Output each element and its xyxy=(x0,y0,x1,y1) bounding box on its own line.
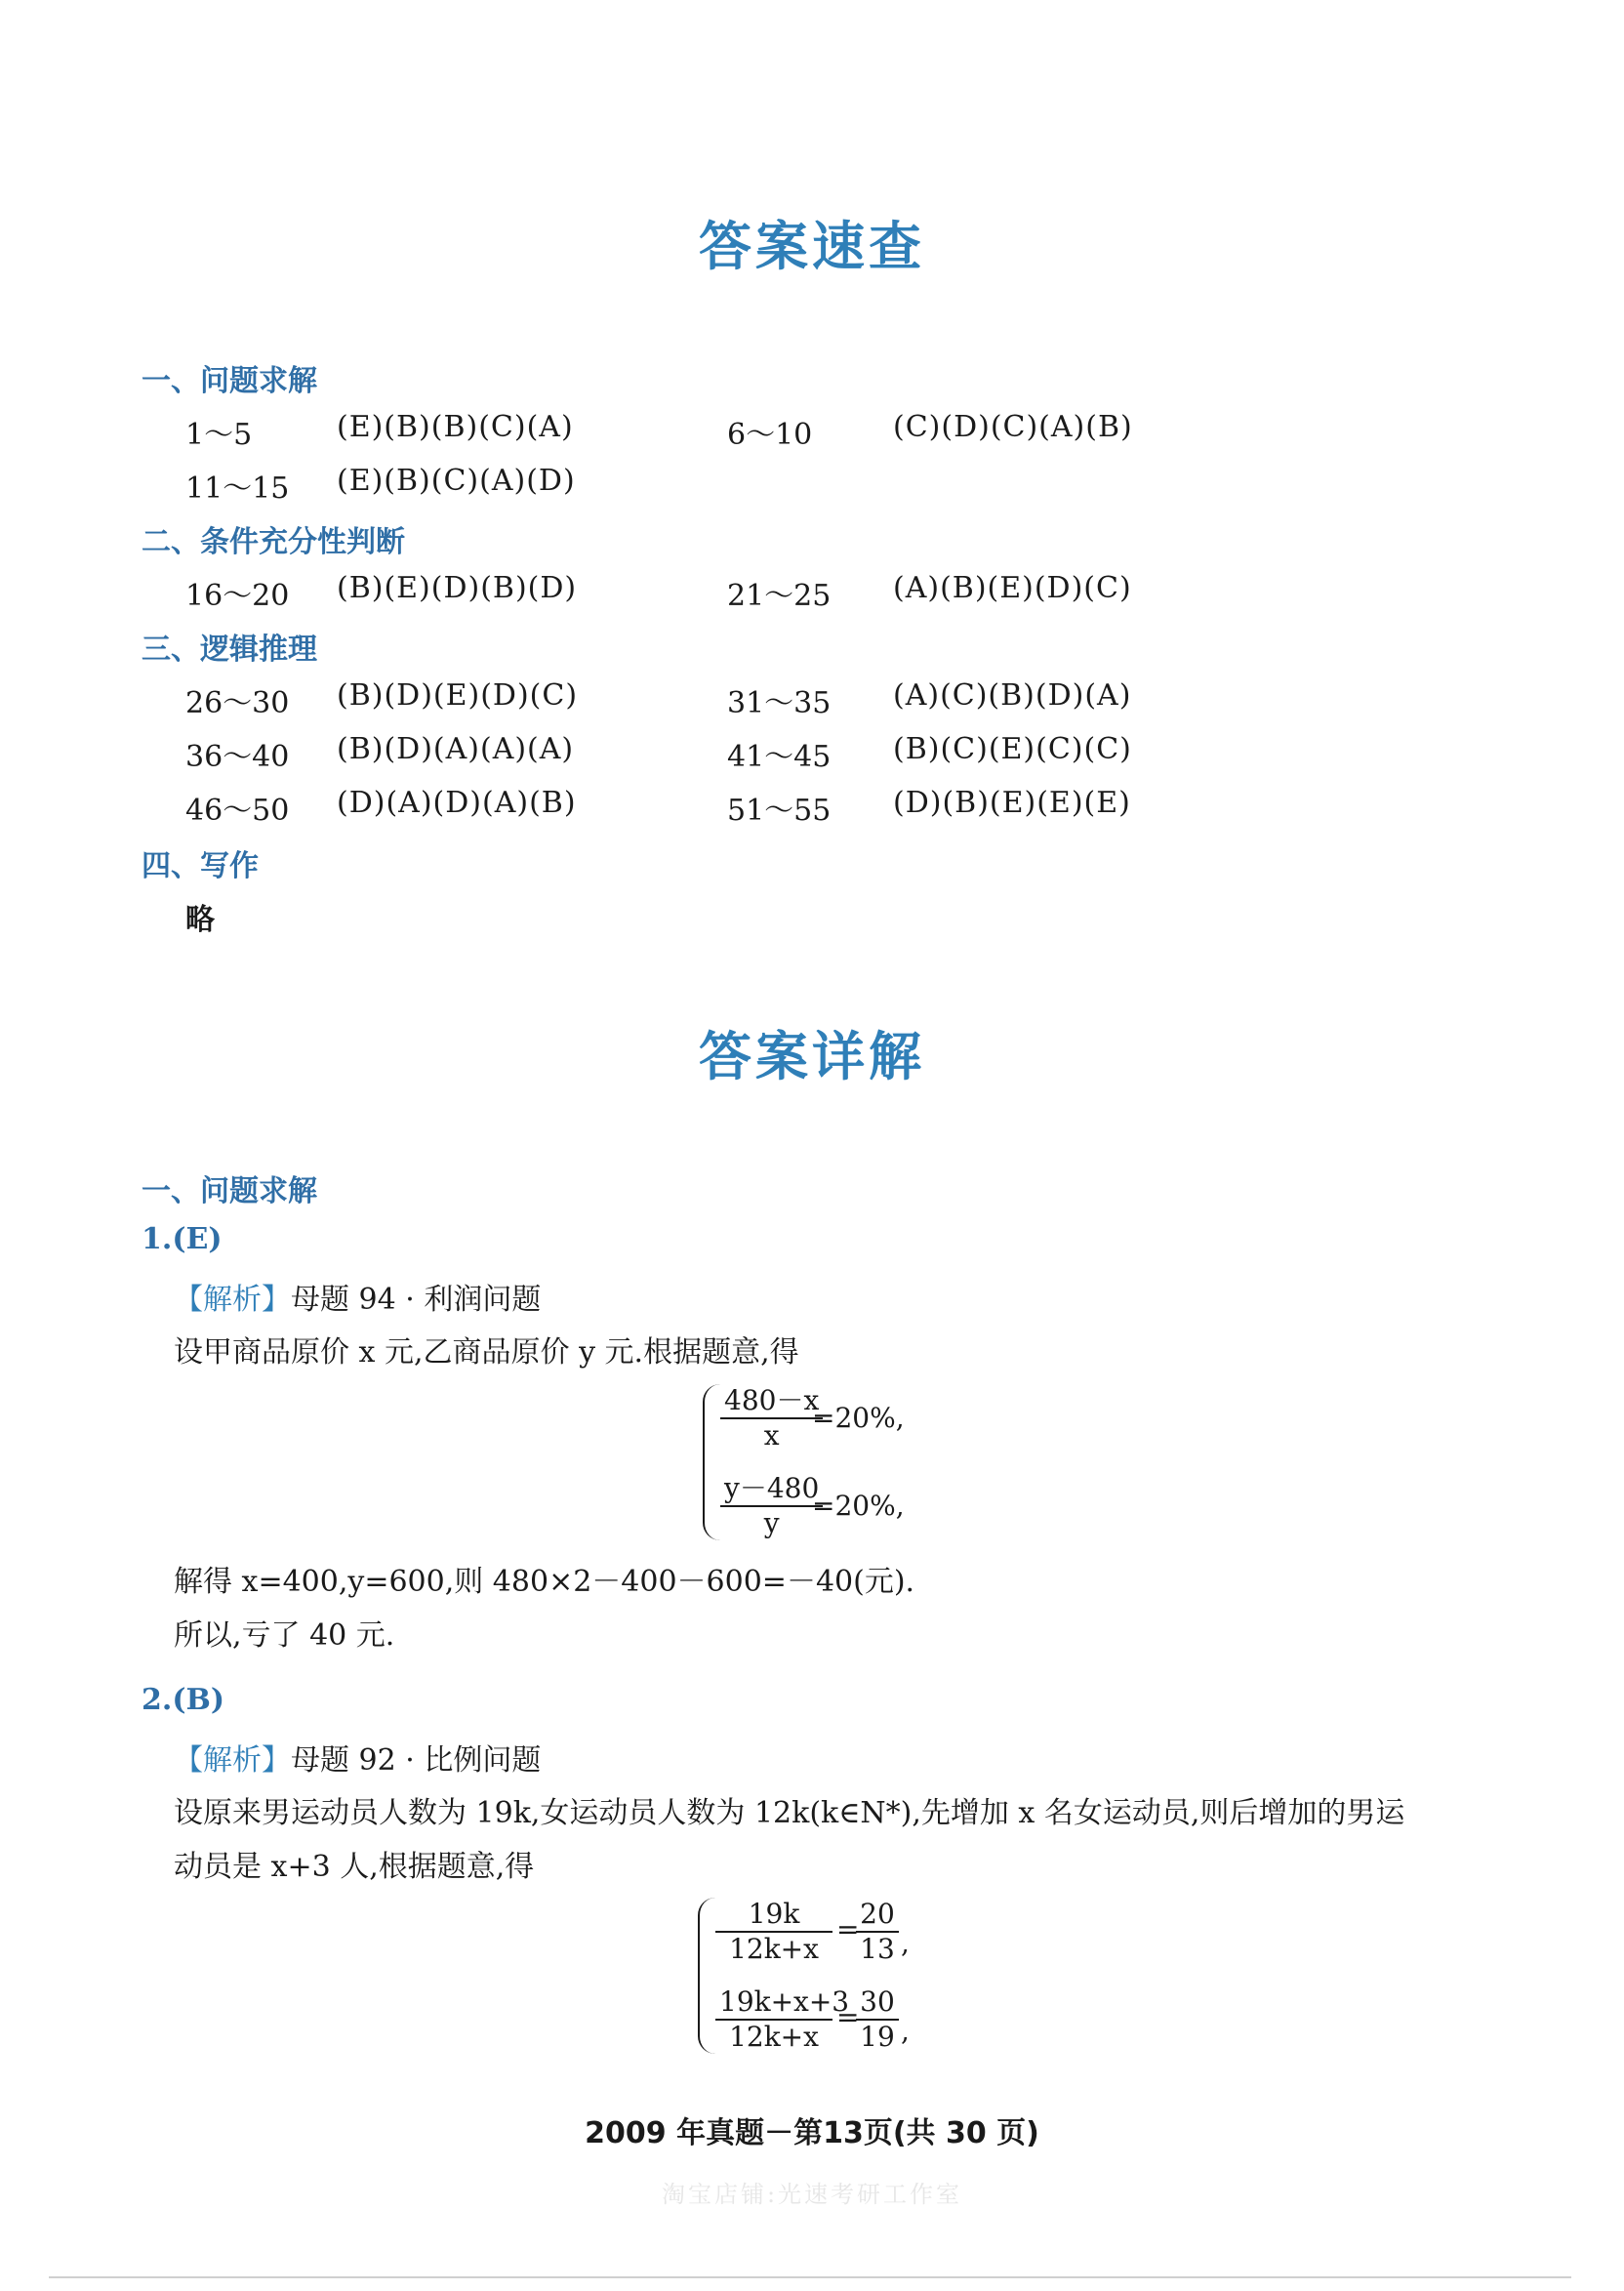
equals-sign: = xyxy=(836,2001,860,2033)
answer-list: (D)(A)(D)(A)(B) xyxy=(337,786,577,820)
section-heading-problem-solving-detail: 一、问题求解 xyxy=(142,1174,317,1208)
answer-list: (B)(D)(E)(D)(C) xyxy=(337,678,579,713)
range-label: 1～5 xyxy=(185,418,253,452)
denominator: y xyxy=(763,1507,780,1539)
range-label: 46～50 xyxy=(185,794,290,828)
equation-rhs: =20%, xyxy=(812,1490,905,1522)
denominator: 19 xyxy=(860,2021,895,2053)
analysis-tag: 【解析】 xyxy=(174,1283,291,1317)
fraction xyxy=(715,1898,832,1966)
numerator: y－480 xyxy=(720,1472,823,1507)
detail-answer-title: 答案详解 xyxy=(699,1025,925,1087)
question-number: 2.(B) xyxy=(142,1683,225,1717)
range-label: 11～15 xyxy=(185,471,290,506)
solution-text: 解得 x=400,y=600,则 480×2－400－600=－40(元). xyxy=(174,1565,915,1599)
denominator: 12k+x xyxy=(729,2021,819,2053)
range-label: 21～25 xyxy=(727,579,832,613)
answer-list: (B)(E)(D)(B)(D) xyxy=(337,571,578,605)
answer-list: (C)(D)(C)(A)(B) xyxy=(893,410,1133,444)
scan-edge-line xyxy=(49,2276,1571,2278)
range-label: 6～10 xyxy=(727,418,813,452)
solution-text: 设甲商品原价 x 元,乙商品原价 y 元.根据题意,得 xyxy=(174,1335,799,1370)
range-label: 26～30 xyxy=(185,686,290,720)
denominator: 13 xyxy=(860,1933,895,1965)
equals-sign: = xyxy=(836,1913,860,1945)
fraction xyxy=(856,1898,899,1966)
watermark: 淘宝店铺:光速考研工作室 xyxy=(661,2181,963,2208)
range-label: 51～55 xyxy=(727,794,832,828)
analysis-topic: 母题 92 · 比例问题 xyxy=(291,1743,542,1778)
answer-list: (E)(B)(B)(C)(A) xyxy=(337,410,574,444)
numerator: 20 xyxy=(856,1898,899,1933)
fraction xyxy=(720,1384,823,1452)
range-label: 31～35 xyxy=(727,686,832,720)
comma: , xyxy=(901,1927,910,1959)
answer-list: (E)(B)(C)(A)(D) xyxy=(337,464,576,498)
numerator: 19k xyxy=(715,1898,832,1933)
comma: , xyxy=(901,2015,910,2047)
equation-system xyxy=(698,1898,952,2054)
analysis-topic: 母题 94 · 利润问题 xyxy=(291,1283,542,1317)
answer-list: (D)(B)(E)(E)(E) xyxy=(893,786,1131,820)
fraction xyxy=(715,1985,850,2054)
range-label: 41～45 xyxy=(727,740,832,774)
section-heading-writing: 四、写作 xyxy=(142,849,259,883)
answer-list: (B)(D)(A)(A)(A) xyxy=(337,732,575,766)
section-heading-logic: 三、逻辑推理 xyxy=(142,633,317,667)
range-label: 36～40 xyxy=(185,740,290,774)
denominator: 12k+x xyxy=(729,1933,819,1965)
numerator: 30 xyxy=(856,1985,899,2021)
question-number: 1.(E) xyxy=(142,1222,223,1256)
fraction xyxy=(720,1472,823,1540)
analysis-line xyxy=(174,1275,541,1318)
answer-list: (A)(B)(E)(D)(C) xyxy=(893,571,1132,605)
solution-text: 动员是 x+3 人,根据题意,得 xyxy=(174,1850,535,1884)
page-footer: 2009 年真题－第13页(共 30 页) xyxy=(585,2116,1039,2150)
numerator: 480－x xyxy=(720,1384,823,1419)
numerator: 19k+x+3 xyxy=(715,1985,832,2021)
section-heading-sufficiency: 二、条件充分性判断 xyxy=(142,525,405,559)
answer-list: (A)(C)(B)(D)(A) xyxy=(893,678,1132,713)
section-heading-problem-solving: 一、问题求解 xyxy=(142,364,317,398)
solution-text: 所以,亏了 40 元. xyxy=(174,1618,395,1653)
analysis-line xyxy=(174,1736,541,1779)
equation-rhs: =20%, xyxy=(812,1402,905,1434)
answer-list: (B)(C)(E)(C)(C) xyxy=(893,732,1132,766)
quick-answer-title: 答案速查 xyxy=(699,215,925,277)
analysis-tag: 【解析】 xyxy=(174,1743,291,1778)
fraction xyxy=(856,1985,899,2054)
range-label: 16～20 xyxy=(185,579,290,613)
denominator: x xyxy=(763,1419,780,1452)
equation-system xyxy=(703,1384,956,1540)
writing-answer: 略 xyxy=(185,903,215,937)
solution-text: 设原来男运动员人数为 19k,女运动员人数为 12k(k∈N*),先增加 x 名女运动员,则后增加的男运 xyxy=(174,1796,1405,1830)
